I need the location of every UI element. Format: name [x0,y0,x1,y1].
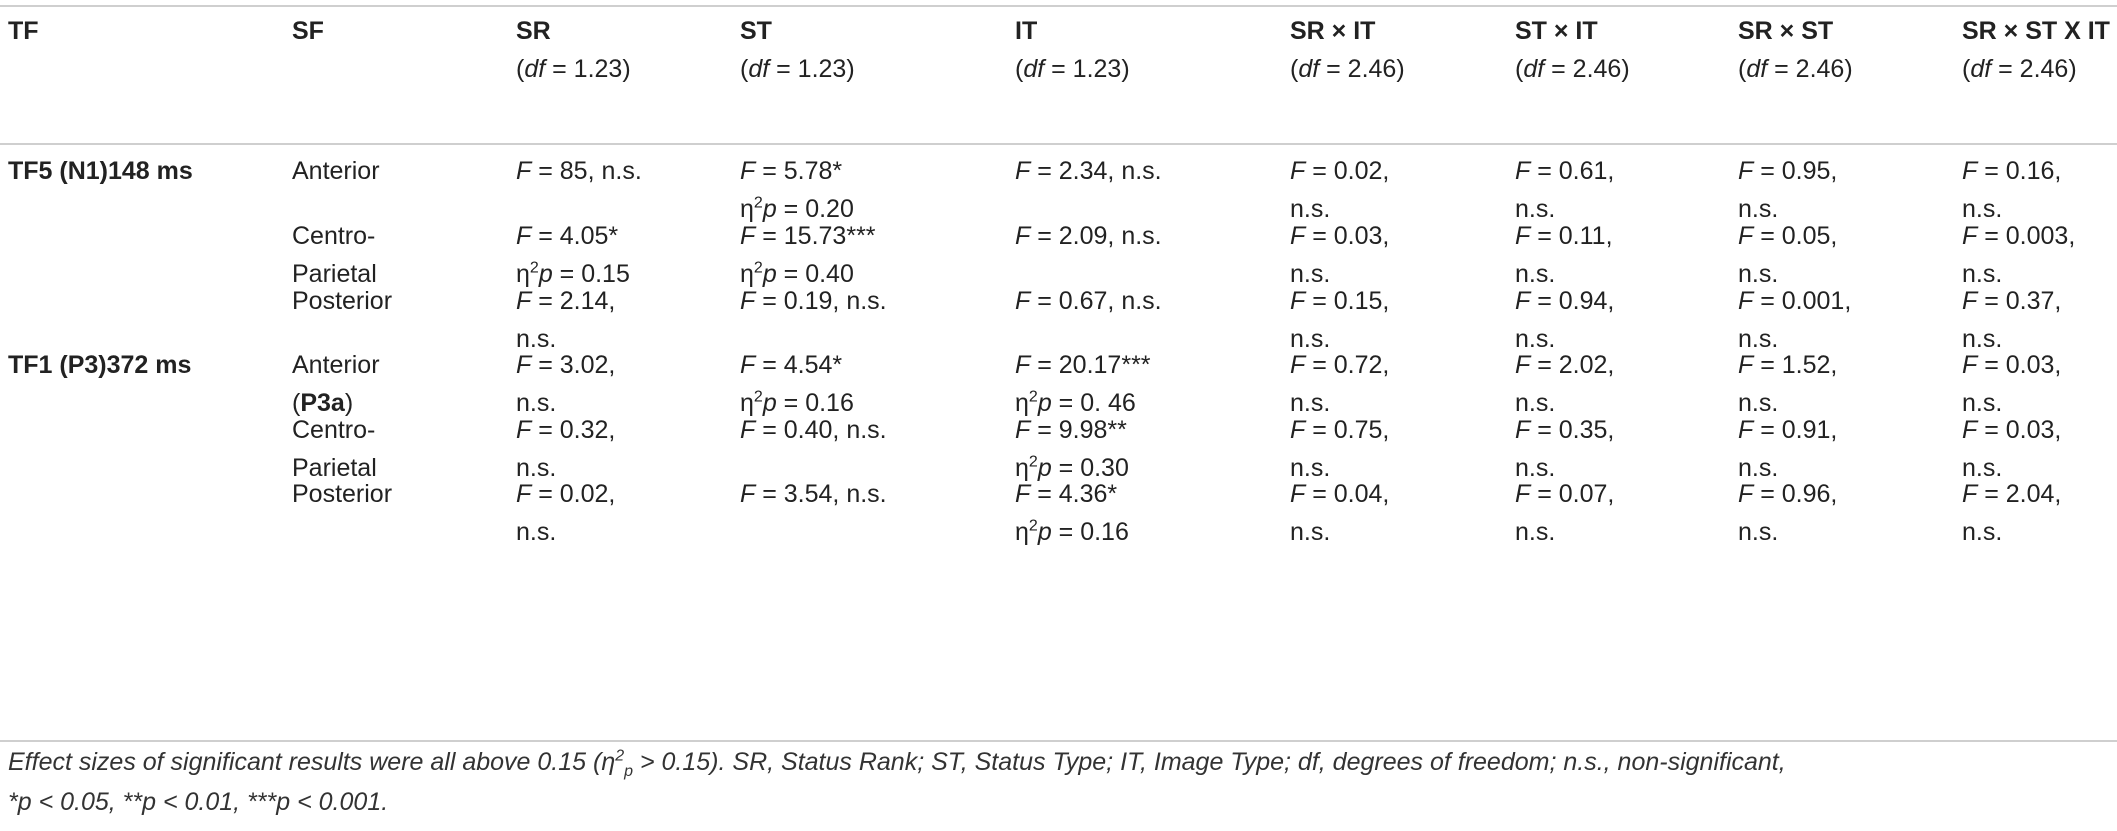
column-header-df: (df = 2.46) [1962,55,2077,83]
table-cell [1738,475,1837,551]
column-header [1515,12,1630,88]
table-cell-line: n.s. [1738,195,1779,223]
column-header-label: IT [1015,17,1038,45]
scalp-field-label-line: Posterior [292,480,393,508]
table-cell-line: n.s. [1290,454,1331,482]
table-cell-line: F = 0.15, [1290,287,1390,315]
table-cell-line: F = 2.34, n.s. [1015,157,1162,185]
table-cell-line: $\eta^2p = 0.16$ [740,388,854,417]
table-cell-line: n.s. [1290,518,1331,546]
column-header-df: (df = 1.23) [740,55,855,83]
table-footnote [8,742,2108,822]
column-header-label: SF [292,17,324,45]
table-cell-line: n.s. [1962,260,2003,288]
table-cell-line: F = 0.91, [1738,416,1838,444]
table-cell-line: $\eta^2p = 0.40$ [740,259,854,288]
scalp-field-label-line: Parietal [292,454,377,482]
table-cell-line: F = 0.03, [1962,351,2062,379]
footnote-line-1: Effect sizes of significant results were all above 0.15 $(\eta^2_p > 0.15)$. SR, Status Rank; ST, Status Type; IT, Image Type; df, degrees of freedom; n.s., non-significant, [8,747,1786,780]
table-cell-line: n.s. [516,518,557,546]
table-cell-line: F = 4.54* [740,351,843,379]
table-cell-line: n.s. [1515,454,1556,482]
table-cell-line: n.s. [1515,260,1556,288]
column-header-df: (df = 2.46) [1290,55,1405,83]
column-header-df: (df = 1.23) [516,55,631,83]
table-cell [516,152,642,190]
table-cell-line: F = 0.37, [1962,287,2062,315]
table-cell-line: n.s. [1515,389,1556,417]
scalp-field-label-line: Anterior [292,157,380,185]
scalp-field-label-line: Centro- [292,222,376,250]
table-cell [516,475,615,551]
column-header-df: (df = 2.46) [1515,55,1630,83]
table-cell [1015,475,1129,551]
table-cell-line: n.s. [1290,389,1331,417]
table-cell-line: F = 0.72, [1290,351,1390,379]
table-cell-line: F = 0.05, [1738,222,1838,250]
table-cell-line: n.s. [1962,454,2003,482]
table-cell-line: $\eta^2p = 0.16$ [1015,517,1129,546]
table-cell-line: $\eta^2p = 0.30$ [1015,453,1129,482]
table-cell-line: F = 1.52, [1738,351,1838,379]
table-cell [1015,217,1162,255]
column-header [1962,12,2112,88]
table-cell-line: F = 20.17*** [1015,351,1151,379]
table-cell [1962,475,2061,551]
table-cell-line: $\eta^2p = 0$. 46 [1015,388,1136,417]
table-cell-line: n.s. [1962,518,2003,546]
table-cell-line: F = 0.67, n.s. [1015,287,1162,315]
table-cell-line: F = 5.78* [740,157,843,185]
table-cell-line: F = 0.32, [516,416,616,444]
column-header-label: SR [516,17,551,45]
table-cell-line: F = 0.07, [1515,480,1615,508]
table-cell [740,282,887,320]
table-cell-line: F = 4.05* [516,222,619,250]
column-header-label: SR × ST [1738,17,1834,45]
table-cell [1515,475,1614,551]
table-cell-line: F = 3.02, [516,351,616,379]
footnote-line-2: *p < 0.05, **p < 0.01, ***p < 0.001. [8,788,389,816]
column-header-label: SR × IT [1290,17,1376,45]
table-cell-line: F = 2.14, [516,287,616,315]
scalp-field-label [292,475,392,513]
table-cell-line: F = 0.02, [516,480,616,508]
column-header [1738,12,1853,88]
scalp-field-label-line: Posterior [292,287,393,315]
column-header-label: ST × IT [1515,17,1598,45]
column-header-df: (df = 1.23) [1015,55,1130,83]
column-header [1290,12,1405,88]
table-cell-line: n.s. [1515,195,1556,223]
table-cell [1015,282,1162,320]
column-header [1015,12,1130,88]
table-cell-line: F = 85, n.s. [516,157,642,185]
table-cell-line: n.s. [1290,260,1331,288]
table-cell-line: F = 0.11, [1515,222,1613,250]
table-cell [740,411,887,449]
column-header-label: SR × ST X IT [1962,17,2110,45]
scalp-field-label [292,152,380,190]
column-header-label: ST [740,17,772,45]
column-header [8,12,39,50]
table-cell-line: F = 0.75, [1290,416,1390,444]
table-cell-line: F = 4.36* [1015,480,1118,508]
table-cell-line: F = 9.98** [1015,416,1127,444]
table-cell [1015,152,1162,190]
scalp-field-label [292,282,392,320]
table-cell-line: n.s. [1290,325,1331,353]
table-cell-line: F = 0.94, [1515,287,1615,315]
table-cell-line: F = 0.001, [1738,287,1852,315]
table-cell-line: F = 0.16, [1962,157,2062,185]
column-header-label: TF [8,17,39,45]
table-cell-line: F = 15.73*** [740,222,876,250]
table-cell-line: n.s. [1962,389,2003,417]
scalp-field-label-line: Parietal [292,260,377,288]
table-cell-line: n.s. [1738,454,1779,482]
table-cell-line: F = 2.02, [1515,351,1615,379]
table-cell-line: n.s. [1290,195,1331,223]
scalp-field-label-line: Centro- [292,416,376,444]
table-cell-line: n.s. [1515,518,1556,546]
table-cell-line: n.s. [516,325,557,353]
table-cell-line: F = 2.09, n.s. [1015,222,1162,250]
table-cell [740,475,887,513]
table-cell-line: F = 0.19, n.s. [740,287,887,315]
table-cell-line: n.s. [1515,325,1556,353]
time-frame-label: TF5 (N1)148 ms [8,157,193,185]
table-cell-line: F = 0.61, [1515,157,1615,185]
table-cell-line: F = 2.04, [1962,480,2062,508]
table-cell-line: F = 0.96, [1738,480,1838,508]
table-cell-line: $\eta^2p = 0.15$ [516,259,630,288]
table-cell-line: F = 0.95, [1738,157,1838,185]
table-cell-line: F = 0.02, [1290,157,1390,185]
column-header [292,12,324,50]
column-header [740,12,855,88]
table-cell-line: n.s. [1962,325,2003,353]
table-cell-line: n.s. [516,454,557,482]
column-header [516,12,631,88]
scalp-field-label-line: (P3a) [292,389,354,417]
table-cell-line: $\eta^2p = 0.20$ [740,194,854,223]
time-frame-label: TF1 (P3)372 ms [8,351,192,379]
table-cell-line: F = 0.03, [1962,416,2062,444]
table-cell-line: n.s. [1738,389,1779,417]
top-rule [0,5,2117,7]
table-cell [1290,475,1389,551]
table-cell-line: n.s. [1738,518,1779,546]
table-cell-line: F = 0.35, [1515,416,1615,444]
table-cell-line: n.s. [1962,195,2003,223]
table-cell-line: n.s. [1738,260,1779,288]
scalp-field-label-line: Anterior [292,351,380,379]
table-cell-line: n.s. [516,389,557,417]
table-cell-line: F = 3.54, n.s. [740,480,887,508]
column-header-df: (df = 2.46) [1738,55,1853,83]
table-cell-line: n.s. [1738,325,1779,353]
table-cell-line: F = 0.04, [1290,480,1390,508]
header-rule [0,143,2117,145]
table-cell-line: F = 0.03, [1290,222,1390,250]
table-cell-line: F = 0.003, [1962,222,2076,250]
table-cell-line: F = 0.40, n.s. [740,416,887,444]
